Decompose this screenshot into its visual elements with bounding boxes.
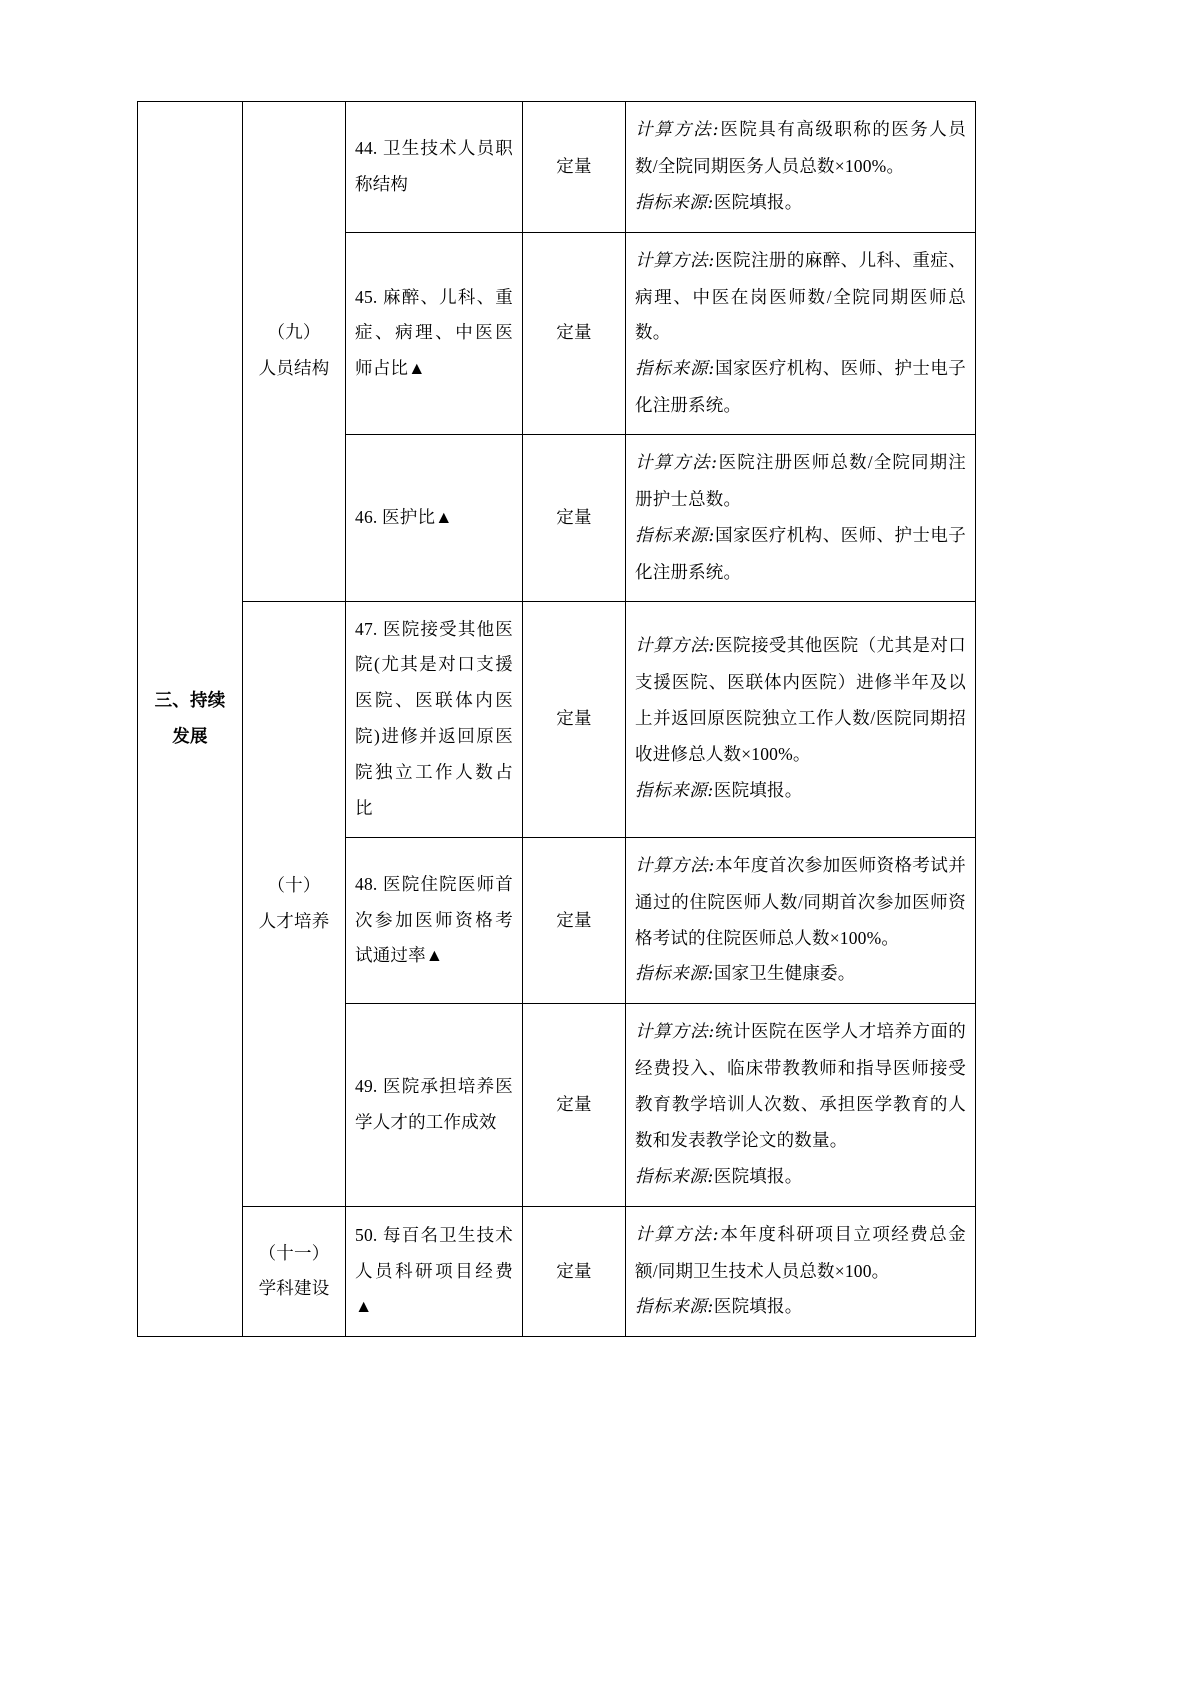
source-text: 国家医疗机构、医师、护士电子化注册系统。 <box>635 524 966 582</box>
source-paragraph <box>635 956 966 993</box>
indicator-method-46 <box>626 435 976 602</box>
indicator-method-48 <box>626 837 976 1004</box>
indicator-name-47: 47. 医院接受其他医院(尤其是对口支援医院、医联体内医院)进修并返回原医院独立工作人数占比 <box>346 601 523 837</box>
source-label: 指标来源: <box>635 964 714 985</box>
source-paragraph <box>635 773 966 810</box>
method-text: 医院注册医师总数/全院同期注册护士总数。 <box>635 452 966 509</box>
indicator-method-47 <box>626 601 976 837</box>
table-row <box>138 1206 976 1337</box>
source-paragraph <box>635 1289 966 1326</box>
indicator-type-47: 定量 <box>523 601 626 837</box>
indicator-type-44: 定量 <box>523 102 626 233</box>
source-paragraph <box>635 518 966 591</box>
section-name: 人员结构 <box>258 358 330 379</box>
indicator-type-48: 定量 <box>523 837 626 1004</box>
section-cell-personnel-structure <box>243 102 346 602</box>
section-number: （九） <box>267 322 321 343</box>
indicator-table <box>137 101 976 1337</box>
indicator-table-wrapper <box>137 101 975 1337</box>
indicator-type-49: 定量 <box>523 1004 626 1206</box>
indicator-type-50: 定量 <box>523 1206 626 1337</box>
indicator-name-49: 49. 医院承担培养医学人才的工作成效 <box>346 1004 523 1206</box>
method-paragraph <box>635 1217 966 1290</box>
indicator-name-50: 50. 每百名卫生技术人员科研项目经费▲ <box>346 1206 523 1337</box>
method-label: 计算方法: <box>635 1022 715 1043</box>
method-text: 医院接受其他医院（尤其是对口支援医院、医联体内医院）进修半年及以上并返回原医院独立工作人数/医院同期招收进修总人数×100%。 <box>635 635 966 765</box>
category-cell-sustainable-development: 三、持续发展 <box>138 102 243 1337</box>
method-text: 本年度首次参加医师资格考试并通过的住院医师人数/同期首次参加医师资格考试的住院医师总人数×100%。 <box>635 854 966 948</box>
method-label: 计算方法: <box>635 636 715 657</box>
indicator-name-44: 44. 卫生技术人员职称结构 <box>346 102 523 233</box>
table-body <box>138 102 976 1337</box>
method-label: 计算方法: <box>635 453 718 473</box>
source-paragraph <box>635 185 966 222</box>
source-text: 医院填报。 <box>713 191 803 212</box>
source-text: 医院填报。 <box>713 1165 803 1186</box>
section-number: （十一） <box>258 1242 330 1263</box>
method-paragraph <box>635 1014 966 1159</box>
source-label: 指标来源: <box>635 1166 714 1187</box>
source-label: 指标来源: <box>635 192 714 213</box>
method-label: 计算方法: <box>635 120 720 140</box>
indicator-name-45: 45. 麻醉、儿科、重症、病理、中医医师占比▲ <box>346 232 523 434</box>
section-cell-talent-cultivation <box>243 601 346 1206</box>
indicator-type-45: 定量 <box>523 232 626 434</box>
indicator-method-50 <box>626 1206 976 1337</box>
section-number: （十） <box>267 874 321 895</box>
table-row <box>138 601 976 837</box>
section-name: 学科建设 <box>258 1278 330 1299</box>
section-cell-discipline-construction <box>243 1206 346 1337</box>
indicator-name-48: 48. 医院住院医师首次参加医师资格考试通过率▲ <box>346 837 523 1004</box>
indicator-method-49 <box>626 1004 976 1206</box>
source-text: 国家医疗机构、医师、护士电子化注册系统。 <box>635 358 966 416</box>
method-paragraph <box>635 112 966 185</box>
method-label: 计算方法: <box>635 250 715 271</box>
source-label: 指标来源: <box>635 525 715 546</box>
method-text: 统计医院在医学人才培养方面的经费投入、临床带教教师和指导医师接受教育教学培训人次数、承担医学教育的人数和发表教学论文的数量。 <box>635 1021 966 1150</box>
indicator-method-44 <box>626 102 976 233</box>
source-text: 医院填报。 <box>713 779 803 800</box>
source-paragraph <box>635 1159 966 1196</box>
method-text: 本年度科研项目立项经费总金额/同期卫生技术人员总数×100。 <box>635 1223 966 1281</box>
source-label: 指标来源: <box>635 1297 714 1318</box>
method-paragraph <box>635 848 966 957</box>
method-label: 计算方法: <box>635 855 715 876</box>
indicator-method-45 <box>626 232 976 434</box>
source-label: 指标来源: <box>635 780 714 801</box>
source-text: 医院填报。 <box>713 1296 803 1317</box>
method-text: 医院具有高级职称的医务人员数/全院同期医务人员总数×100%。 <box>635 119 966 176</box>
indicator-type-46: 定量 <box>523 435 626 602</box>
indicator-name-46: 46. 医护比▲ <box>346 435 523 602</box>
section-name: 人才培养 <box>258 910 330 931</box>
source-paragraph <box>635 351 966 424</box>
table-row <box>138 102 976 233</box>
method-paragraph <box>635 243 966 352</box>
source-label: 指标来源: <box>635 359 715 380</box>
method-paragraph <box>635 628 966 773</box>
method-label: 计算方法: <box>635 1224 720 1245</box>
method-text: 医院注册的麻醉、儿科、重症、病理、中医在岗医师数/全院同期医师总数。 <box>635 249 966 343</box>
method-paragraph <box>635 445 966 518</box>
source-text: 国家卫生健康委。 <box>713 963 856 984</box>
